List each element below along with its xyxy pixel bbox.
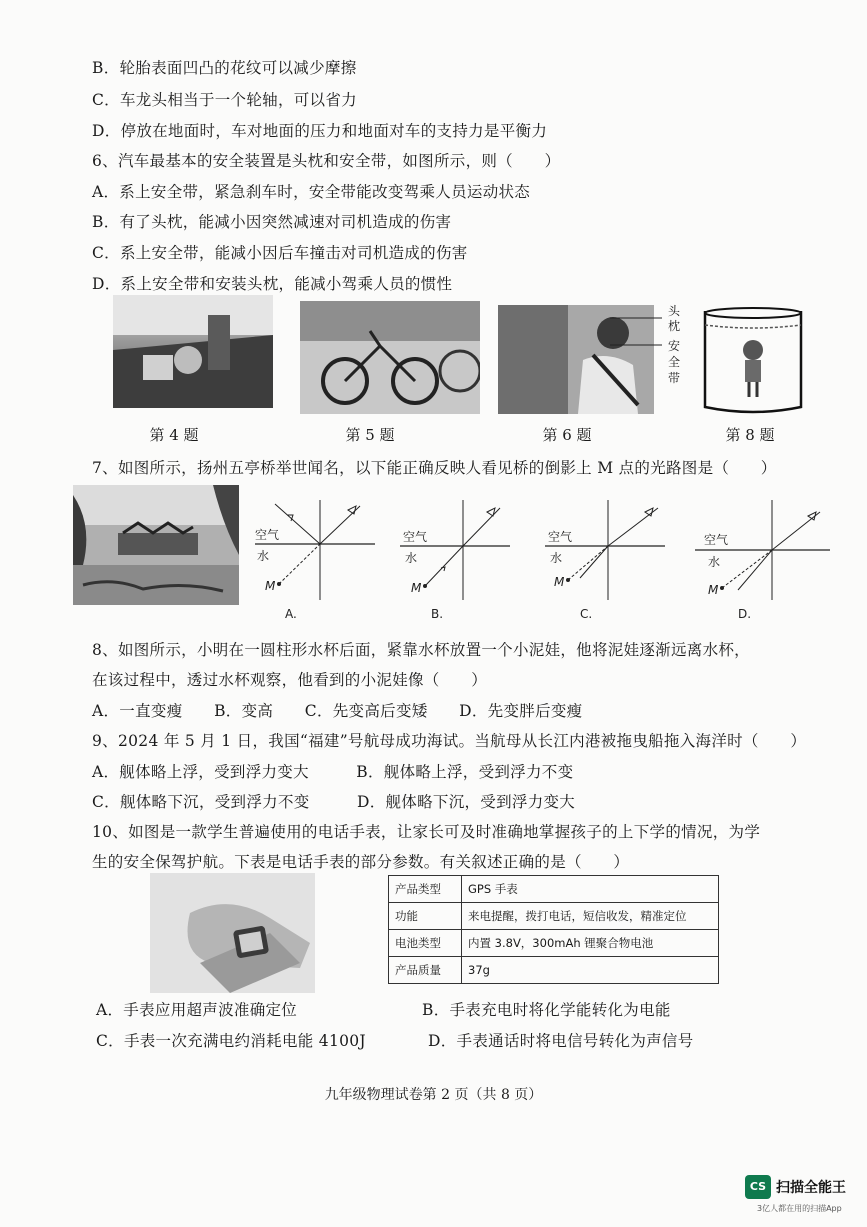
scanner-app-name: 扫描全能王 xyxy=(776,1180,846,1196)
label-belt-char1: 安 xyxy=(668,339,681,353)
q8-stem-line1: 8、如图所示，小明在一圆柱形水杯后面，紧靠水杯放置一个小泥娃，他将泥娃逐渐远离水杯， xyxy=(92,641,750,659)
q10-option-b: B．手表充电时将化学能转化为电能 xyxy=(422,1001,671,1019)
figure-q7-bridge-sketch xyxy=(73,485,239,605)
spec-value: 来电提醒，拨打电话，短信收发，精准定位 xyxy=(462,903,719,930)
spec-key: 产品类型 xyxy=(389,876,462,903)
option-label-b: B. xyxy=(431,607,444,621)
label-m: M xyxy=(554,575,565,589)
label-water: 水 xyxy=(257,549,270,563)
option-label-a: A. xyxy=(285,607,297,621)
table-row xyxy=(389,903,719,930)
q10-option-a: A．手表应用超声波准确定位 xyxy=(96,1001,298,1019)
figure-q7-bridge-photo xyxy=(73,485,239,605)
label-belt-char2: 全 xyxy=(668,355,681,369)
q6-option-b: B．有了头枕，能减小因突然减速对司机造成的伤害 xyxy=(92,213,452,231)
q9-options-ab: A．舰体略上浮，受到浮力变大 B．舰体略上浮，受到浮力不变 xyxy=(92,763,574,781)
label-air: 空气 xyxy=(548,530,573,544)
figure-q8-cup xyxy=(697,305,809,417)
figure-q4-sketch xyxy=(113,295,273,408)
spec-key: 功能 xyxy=(389,903,462,930)
option-label-d: D. xyxy=(738,607,752,621)
q10-option-c: C．手表一次充满电约消耗电能 4100J xyxy=(96,1032,366,1050)
label-water: 水 xyxy=(708,555,721,569)
caption-q5: 第 5 题 xyxy=(345,426,395,444)
label-air: 空气 xyxy=(704,533,729,547)
figure-q4-photo xyxy=(113,295,273,408)
figure-q6-labels xyxy=(610,303,690,403)
caption-q6: 第 6 题 xyxy=(542,426,592,444)
label-headrest-char2: 枕 xyxy=(668,319,681,333)
diagram-q7-c xyxy=(540,490,675,625)
label-air: 空气 xyxy=(403,530,428,544)
q10-option-d: D．手表通话时将电信号转化为声信号 xyxy=(428,1032,694,1050)
label-water: 水 xyxy=(405,551,418,565)
q6-option-c: C．系上安全带，能减小因后车撞击对司机造成的伤害 xyxy=(92,244,468,262)
q9-options-cd: C．舰体略下沉，受到浮力不变 D．舰体略下沉，受到浮力变大 xyxy=(92,793,576,811)
scanner-tagline: 3亿人都在用的扫描App xyxy=(757,1204,842,1213)
figure-q10-watch-sketch xyxy=(150,873,315,993)
figure-q5-photo xyxy=(300,301,480,414)
table-row xyxy=(389,876,719,903)
spec-key: 产品质量 xyxy=(389,957,462,984)
q5-option-b: B．轮胎表面凹凸的花纹可以减少摩擦 xyxy=(92,59,357,77)
watch-spec-table xyxy=(388,875,719,984)
spec-value: 37g xyxy=(462,957,719,984)
q6-stem: 6、汽车最基本的安全装置是头枕和安全带，如图所示，则（ ） xyxy=(92,152,561,170)
q10-stem-line1: 10、如图是一款学生普遍使用的电话手表，让家长可及时准确地掌握孩子的上下学的情况，为学 xyxy=(92,823,761,841)
diagram-q7-a xyxy=(245,490,380,625)
table-row xyxy=(389,930,719,957)
diagram-q7-b xyxy=(395,490,530,625)
q5-option-c: C．车龙头相当于一个轮轴，可以省力 xyxy=(92,91,357,109)
diagram-q7-d xyxy=(690,490,840,625)
label-headrest-char1: 头 xyxy=(668,304,681,318)
label-belt-char3: 带 xyxy=(668,371,681,385)
scanner-logo-icon: CS xyxy=(745,1175,771,1199)
q9-stem: 9、2024 年 5 月 1 日，我国“福建”号航母成功海试。当航母从长江内港被拖曳船拖入海洋时（ ） xyxy=(92,732,807,750)
label-m: M xyxy=(708,583,719,597)
figure-q10-watch-photo xyxy=(150,873,315,993)
spec-value: GPS 手表 xyxy=(462,876,719,903)
caption-q4: 第 4 题 xyxy=(149,426,199,444)
option-label-c: C. xyxy=(580,607,593,621)
q5-option-d: D．停放在地面时，车对地面的压力和地面对车的支持力是平衡力 xyxy=(92,122,548,140)
figure-q5-bikes-sketch xyxy=(300,301,480,414)
q10-stem-line2: 生的安全保驾护航。下表是电话手表的部分参数。有关叙述正确的是（ ） xyxy=(92,853,630,871)
q8-options: A．一直变瘦 B．变高 C．先变高后变矮 D．先变胖后变瘦 xyxy=(92,702,583,720)
label-water: 水 xyxy=(550,551,563,565)
label-m: M xyxy=(411,581,422,595)
spec-key: 电池类型 xyxy=(389,930,462,957)
page-footer: 九年级物理试卷第 2 页（共 8 页） xyxy=(324,1087,543,1103)
q6-option-a: A．系上安全带，紧急刹车时，安全带能改变驾乘人员运动状态 xyxy=(92,183,531,201)
table-row xyxy=(389,957,719,984)
q6-option-d: D．系上安全带和安装头枕，能减小驾乘人员的惯性 xyxy=(92,275,453,293)
q8-stem-line2: 在该过程中，透过水杯观察，他看到的小泥娃像（ ） xyxy=(92,671,488,689)
caption-q8: 第 8 题 xyxy=(725,426,775,444)
label-air: 空气 xyxy=(255,528,280,542)
spec-value: 内置 3.8V，300mAh 锂聚合物电池 xyxy=(462,930,719,957)
label-m: M xyxy=(265,579,276,593)
q7-stem: 7、如图所示，扬州五亭桥举世闻名，以下能正确反映人看见桥的倒影上 M 点的光路图是（ ） xyxy=(92,459,777,477)
